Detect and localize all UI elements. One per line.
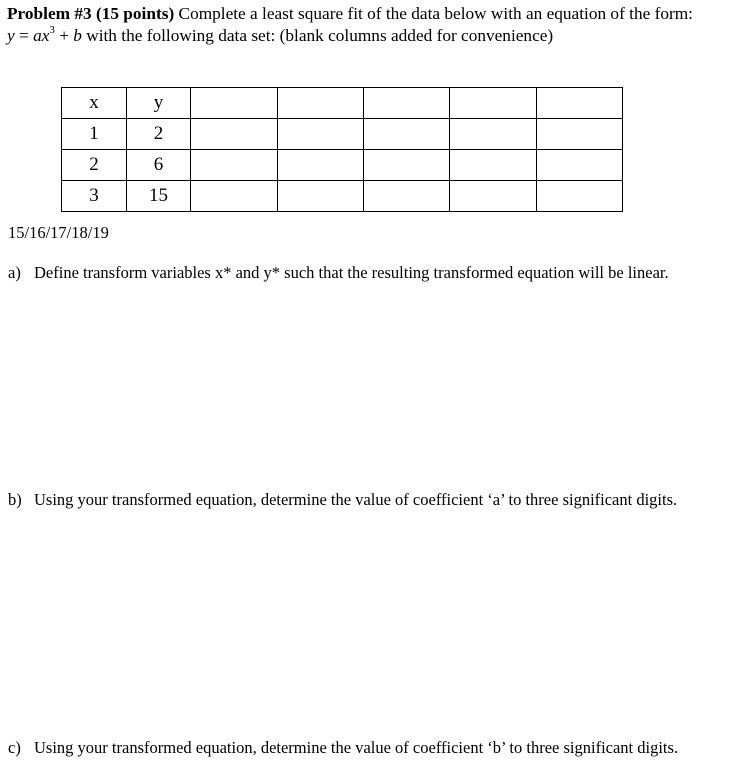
blank-cell [364, 150, 450, 181]
header-blank [450, 88, 537, 119]
equation-equals: = [14, 26, 34, 45]
equation-b: b [73, 26, 82, 45]
blank-cell [278, 181, 364, 212]
cell-x: 2 [62, 150, 127, 181]
problem-heading: Problem #3 (15 points) [7, 4, 175, 23]
blank-cell [364, 119, 450, 150]
question-label: c) [8, 738, 21, 757]
blank-cell [450, 181, 537, 212]
header-blank [364, 88, 450, 119]
problem-intro: Complete a least square fit of the data below with an equation of the form: [174, 4, 693, 23]
equation-line [7, 26, 553, 46]
blank-cell [364, 181, 450, 212]
equation-plus: + [54, 26, 74, 45]
data-table [61, 87, 623, 212]
blank-cell [191, 150, 278, 181]
cell-y: 6 [127, 150, 191, 181]
problem-intro-2: with the following data set: (blank columns added for convenience) [81, 26, 554, 45]
blank-cell [450, 150, 537, 181]
cell-x: 1 [62, 119, 127, 150]
equation-exponent: 3 [49, 24, 55, 37]
table-row [62, 181, 623, 212]
equation-lhs: y [7, 26, 15, 45]
header-blank [537, 88, 623, 119]
blank-cell [537, 181, 623, 212]
question-text: Using your transformed equation, determine the value of coefficient ‘b’ to three significant digits. [34, 738, 679, 757]
blank-cell [278, 119, 364, 150]
table-row [62, 150, 623, 181]
blank-cell [278, 150, 364, 181]
cell-x: 3 [62, 181, 127, 212]
problem-statement [7, 4, 693, 24]
header-blank [278, 88, 364, 119]
question-label: b) [8, 490, 22, 509]
question-text: Define transform variables x* and y* such that the resulting transformed equation will be linear. [34, 263, 669, 282]
question-b [8, 490, 677, 510]
cell-y: 15 [127, 181, 191, 212]
section-note: 15/16/17/18/19 [8, 223, 109, 242]
blank-cell [537, 119, 623, 150]
blank-cell [191, 181, 278, 212]
question-text: Using your transformed equation, determine the value of coefficient ‘a’ to three significant digits. [34, 490, 678, 509]
blank-cell [450, 119, 537, 150]
header-x: x [62, 88, 127, 119]
blank-cell [191, 119, 278, 150]
question-label: a) [8, 263, 21, 282]
table-row [62, 119, 623, 150]
blank-cell [537, 150, 623, 181]
question-c [8, 738, 678, 758]
header-y: y [127, 88, 191, 119]
table-header-row [62, 88, 623, 119]
cell-y: 2 [127, 119, 191, 150]
equation-ax: ax [33, 26, 50, 45]
header-blank [191, 88, 278, 119]
question-a [8, 263, 669, 283]
